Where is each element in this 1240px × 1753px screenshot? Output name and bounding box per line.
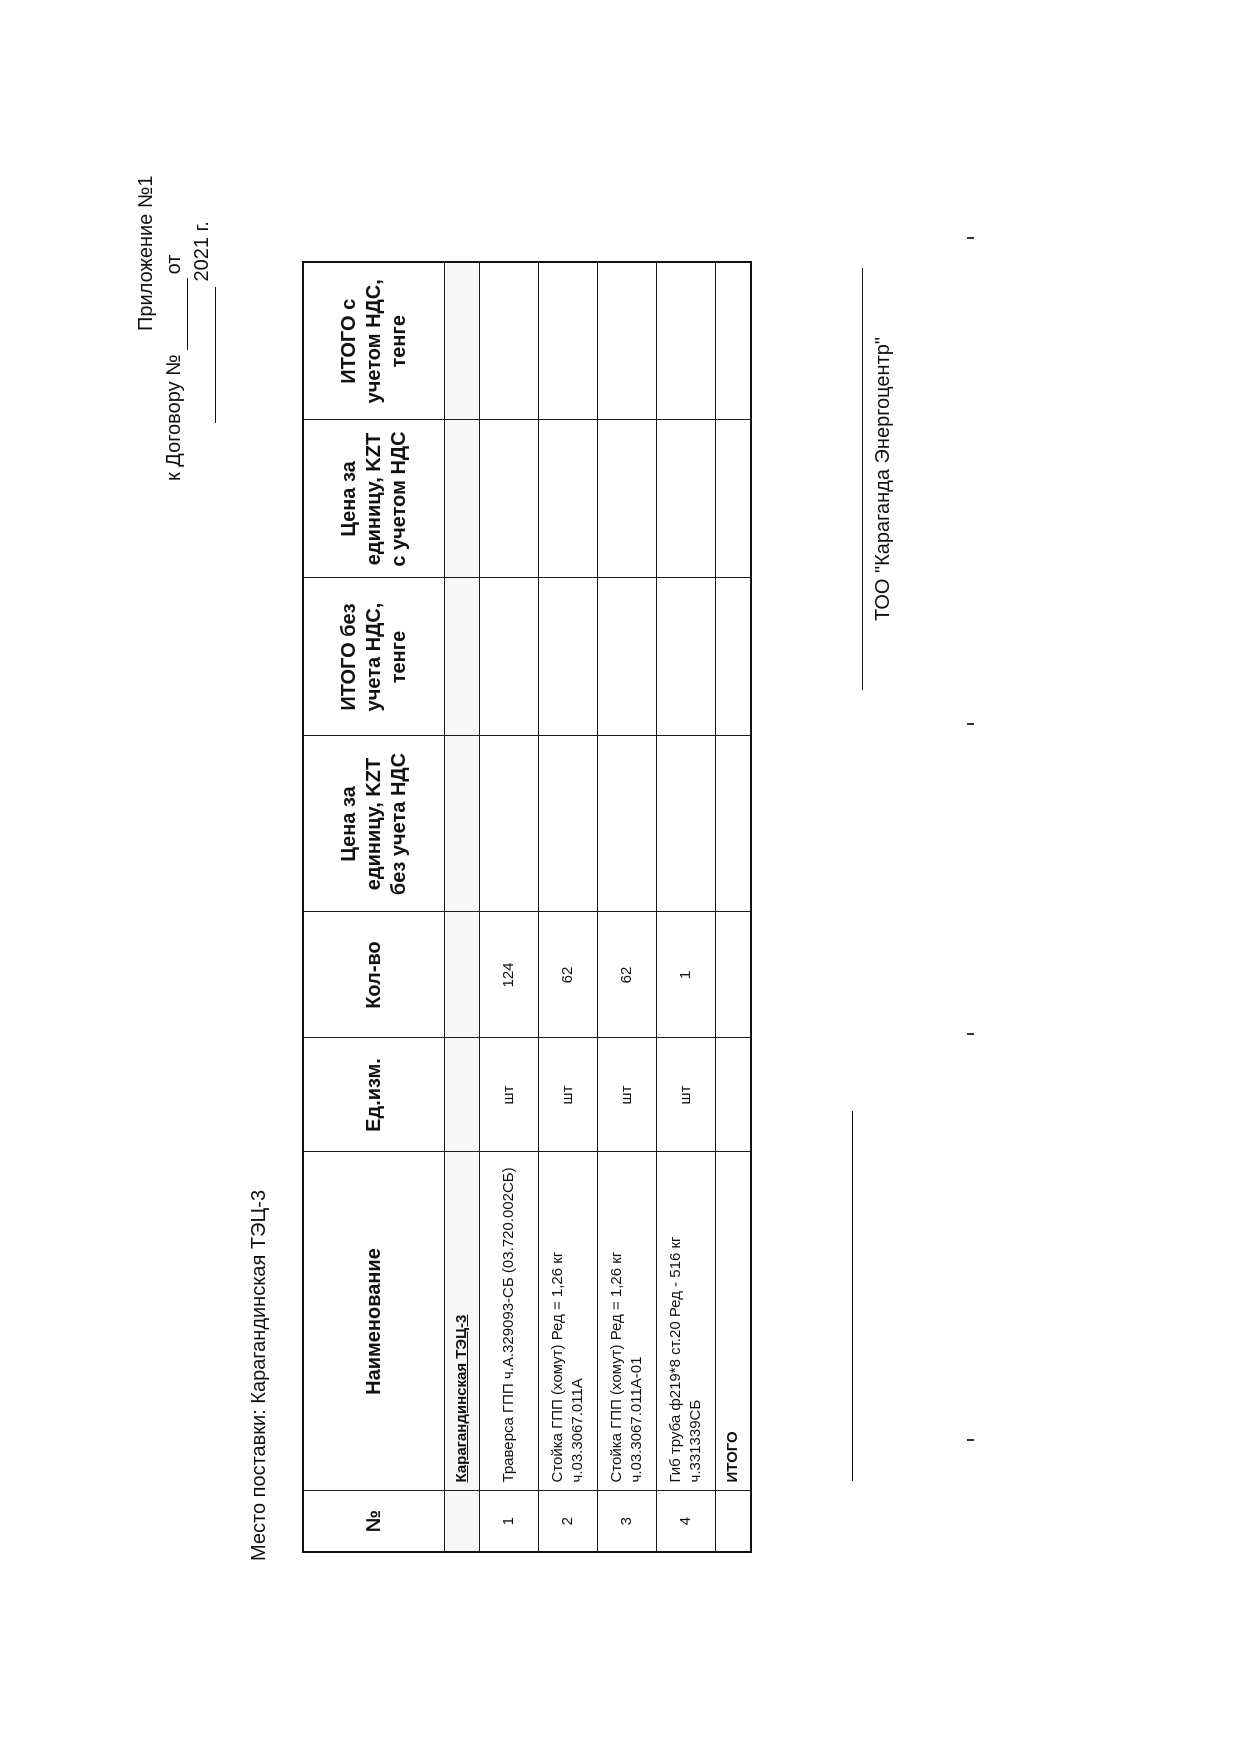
row-quantity: 1 [657,912,716,1038]
row-unit-price-no-vat [598,736,657,912]
header-total-no-vat: ИТОГО без учета НДС, тенге [303,578,445,736]
row-unit-price-vat [598,420,657,578]
row-unit: шт [539,1038,598,1152]
row-total-no-vat [539,578,598,736]
contract-number-blank [167,278,188,350]
row-quantity: 124 [480,912,539,1038]
table-row [539,262,598,1552]
scan-mark [967,1033,974,1035]
table-row [480,262,539,1552]
scan-mark [967,723,974,725]
contract-date-line [188,221,216,481]
row-number: 2 [539,1491,598,1552]
header-unit-price-vat: Цена за единицу, KZT с учетом НДС [303,420,445,578]
row-total-vat [480,262,539,420]
row-name: Стойка ГПП (хомут) Ред = 1,26 кг ч.03.3067.011А [539,1152,598,1491]
row-total-vat [657,262,716,420]
contract-prefix: к Договору № [163,354,185,481]
row-total-no-vat [598,578,657,736]
header-unit: Ед.изм. [303,1038,445,1152]
row-name: Траверса ГПП ч.А.329093-СБ (03.720.002СБ) [480,1152,539,1491]
table-header-row [303,262,445,1552]
total-vat-cell [716,262,752,420]
section-total-cell [445,578,480,736]
appendix-title: Приложение №1 [135,175,157,331]
row-total-no-vat [657,578,716,736]
contract-number-line [160,221,188,481]
supplier-signature-line [862,268,863,690]
section-unit-cell [445,1038,480,1152]
row-total-vat [539,262,598,420]
header-quantity: Кол-во [303,912,445,1038]
section-price-cell [445,736,480,912]
contract-date-blank [195,287,216,423]
header-name: Наименование [303,1152,445,1491]
delivery-place: Место поставки: Карагандинская ТЭЦ-3 [248,1189,270,1561]
header-number: № [303,1491,445,1552]
contract-year: 2021 г. [191,221,213,282]
row-quantity: 62 [598,912,657,1038]
total-number-cell [716,1491,752,1552]
scan-mark [967,237,974,239]
row-unit-price-vat [539,420,598,578]
section-row [445,262,480,1552]
row-unit: шт [480,1038,539,1152]
section-price-vat-cell [445,420,480,578]
section-total-vat-cell [445,262,480,420]
row-quantity: 62 [539,912,598,1038]
section-qty-cell [445,912,480,1038]
header-total-vat: ИТОГО с учетом НДС, тенге [303,262,445,420]
appendix-title-line [132,175,160,481]
total-label: ИТОГО [716,1152,752,1491]
supplier-company-name: ТОО "Караганда Энергоцентр" [872,337,894,621]
buyer-signature-line [852,1111,853,1481]
total-price-cell [716,736,752,912]
row-unit-price-no-vat [480,736,539,912]
contract-date-from: от [163,254,185,275]
row-number: 3 [598,1491,657,1552]
total-unit-cell [716,1038,752,1152]
table-row [657,262,716,1552]
row-name: Гиб труба ф219*8 ст.20 Ред - 516 кг ч.331339СБ [657,1152,716,1491]
section-title: Карагандинская ТЭЦ-3 [445,1152,480,1491]
row-unit-price-vat [480,420,539,578]
row-name: Стойка ГПП (хомут) Ред = 1,26 кг ч.03.3067.011А-01 [598,1152,657,1491]
table-row [598,262,657,1552]
row-unit-price-vat [657,420,716,578]
specification-table [302,261,752,1553]
total-qty-cell [716,912,752,1038]
row-unit-price-no-vat [657,736,716,912]
row-unit-price-no-vat [539,736,598,912]
total-no-vat-cell [716,578,752,736]
row-total-vat [598,262,657,420]
row-unit: шт [598,1038,657,1152]
row-total-no-vat [480,578,539,736]
scan-mark [967,1439,974,1441]
row-number: 4 [657,1491,716,1552]
section-number-cell [445,1491,480,1552]
total-price-vat-cell [716,420,752,578]
row-number: 1 [480,1491,539,1552]
total-row [716,262,752,1552]
appendix-header [132,175,216,481]
row-unit: шт [657,1038,716,1152]
header-unit-price-no-vat: Цена за единицу, KZT без учета НДС [303,736,445,912]
